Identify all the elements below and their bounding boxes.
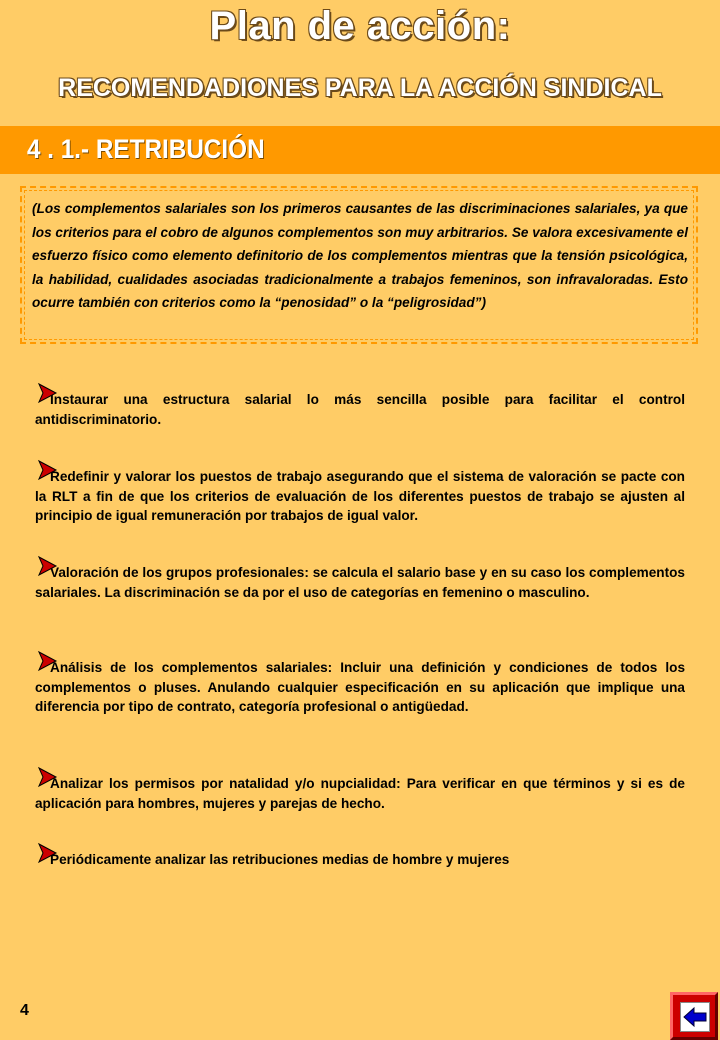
list-item bbox=[35, 467, 685, 526]
back-button[interactable] bbox=[670, 992, 718, 1040]
back-button-face bbox=[680, 1002, 710, 1032]
back-arrow-icon bbox=[681, 1003, 709, 1031]
arrow-bullet-icon bbox=[36, 766, 58, 788]
list-item-text: Redefinir y valorar los puestos de trabajo asegurando que el sistema de valoración se pacte con la RLT a fin de que los criterios de evaluación de los diferentes puestos de trabajo se ajusten al principio de igual remuneración por trabajos de igual valor. bbox=[35, 469, 685, 523]
section-heading: 4 . 1.- RETRIBUCIÓN bbox=[27, 134, 265, 164]
list-item bbox=[35, 850, 685, 870]
page-number: 4 bbox=[20, 1002, 29, 1019]
intro-box bbox=[20, 186, 698, 344]
section-bar bbox=[0, 126, 720, 174]
list-item-text: Analizar los permisos por natalidad y/o nupcialidad: Para verificar en que términos y si es de aplicación para hombres, mujeres y parejas de hecho. bbox=[35, 776, 685, 811]
page-subtitle: RECOMENDADIONES PARA LA ACCIÓN SINDICAL bbox=[58, 74, 662, 102]
arrow-bullet-icon bbox=[36, 555, 58, 577]
page-title: Plan de acción: bbox=[209, 4, 511, 48]
arrow-bullet-icon bbox=[36, 842, 58, 864]
arrow-bullet-icon bbox=[36, 459, 58, 481]
intro-text: (Los complementos salariales son los primeros causantes de las discriminaciones salariales, ya que los criterios para el cobro de algunos complementos son muy arbitrarios. Se valora excesivamente el esfuerzo físico como elemento definitorio de los complementos mientras que la tensión psicológica, la habilidad, cualidades asociadas tradicionalmente a trabajos femeninos, son infravaloradas. Esto ocurre también con criterios como la “penosidad” o la “peligrosidad”) bbox=[32, 201, 688, 310]
list-item bbox=[35, 658, 685, 717]
list-item-text: Instaurar una estructura salarial lo más sencilla posible para facilitar el control antidiscriminatorio. bbox=[35, 392, 685, 427]
list-item bbox=[35, 774, 685, 813]
list-item-text: Valoración de los grupos profesionales: se calcula el salario base y en su caso los complementos salariales. La discriminación se da por el uso de categorías en femenino o masculino. bbox=[35, 565, 685, 600]
list-item bbox=[35, 563, 685, 602]
arrow-bullet-icon bbox=[36, 650, 58, 672]
list-item-text: Periódicamente analizar las retribuciones medias de hombre y mujeres bbox=[50, 852, 510, 867]
arrow-bullet-icon bbox=[36, 382, 58, 404]
list-item bbox=[35, 390, 685, 429]
list-item-text: Análisis de los complementos salariales: Incluir una definición y condiciones de todos los complementos o pluses. Anulando cualquier especificación en su aplicación que implique una diferencia por tipo de contrato, categoría profesional o antigüedad. bbox=[35, 660, 685, 714]
